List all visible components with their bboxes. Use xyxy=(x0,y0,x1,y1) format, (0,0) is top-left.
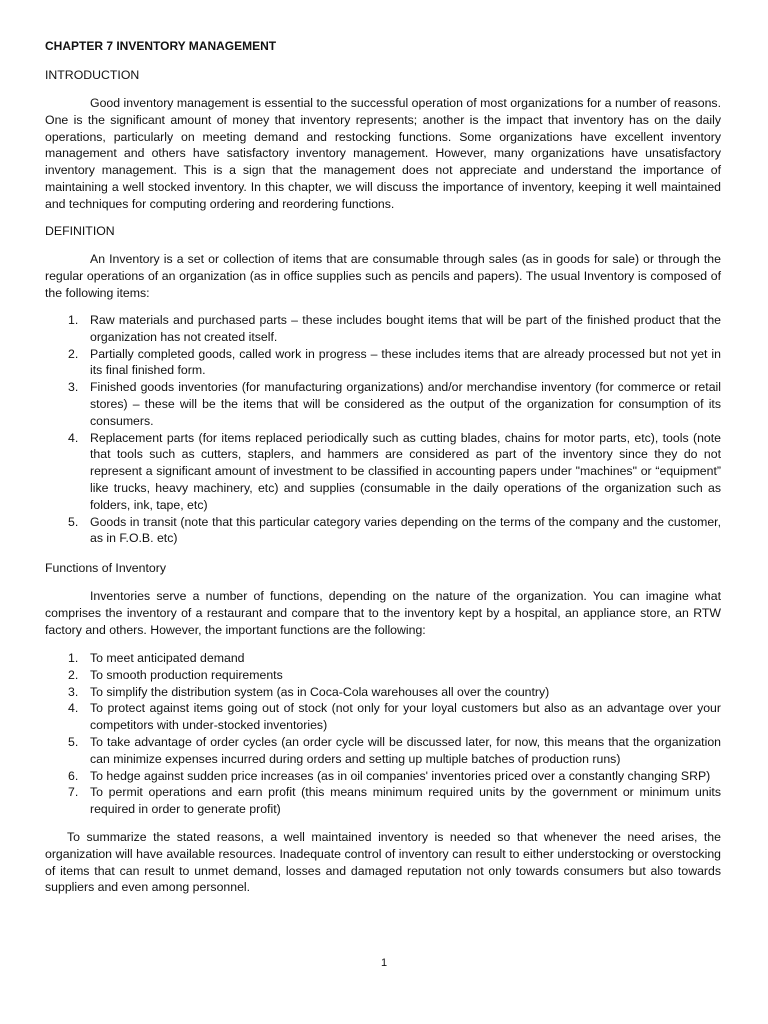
list-item-text: Finished goods inventories (for manufacturing organizations) and/or merchandise inventory (for commerce or retail stores) – these will be the items that will be considered as the output of the organization for consumption of its consumers. xyxy=(90,380,721,428)
list-item-text: Partially completed goods, called work in progress – these includes items that are already processed but not yet in its final finished form. xyxy=(90,346,721,378)
list-item xyxy=(45,650,721,667)
list-item-text: Goods in transit (note that this particular category varies depending on the terms of the company and the customer, as in F.O.B. etc) xyxy=(90,514,721,546)
list-item xyxy=(45,768,721,785)
list-number: 2. xyxy=(68,667,79,682)
summary-paragraph: To summarize the stated reasons, a well maintained inventory is needed so that whenever the need arises, the organization will have available resources. Inadequate control of inventory can result to either understocking or overstocking of items that can result to unmet demand, losses and damaged reputation not only towards consumers but also towards suppliers and even among personnel. xyxy=(45,830,721,895)
list-item-text: To meet anticipated demand xyxy=(90,651,245,665)
list-number: 6. xyxy=(68,768,79,783)
list-item xyxy=(45,346,721,380)
list-item xyxy=(45,734,721,768)
introduction-heading: INTRODUCTION xyxy=(45,68,140,82)
list-number: 4. xyxy=(68,430,79,445)
page-number: 1 xyxy=(380,957,388,969)
list-number: 3. xyxy=(68,380,79,395)
list-number: 1. xyxy=(68,651,79,665)
list-item-text: To take advantage of order cycles (an order cycle will be discussed later, for now, this means that the organization can minimize expenses incurred during orders and setting up multiple batches of production runs) xyxy=(90,734,721,766)
list-item xyxy=(45,700,721,734)
definition-paragraph: An Inventory is a set or collection of items that are consumable through sales (as in goods for sale) or through the regular operations of an organization (as in office supplies such as pencils and papers). The usual Inventory is composed of the following items: xyxy=(45,252,721,300)
definition-heading: DEFINITION xyxy=(45,224,115,238)
list-item xyxy=(45,514,721,548)
chapter-title: CHAPTER 7 INVENTORY MANAGEMENT xyxy=(45,39,277,53)
list-item xyxy=(45,430,721,514)
list-item-text: To protect against items going out of stock (not only for your loyal customers but also as an advantage over your competitors with under-stocked inventories) xyxy=(90,701,721,733)
list-item xyxy=(45,684,721,701)
list-number: 7. xyxy=(68,785,79,800)
list-item xyxy=(45,667,721,684)
introduction-paragraph: Good inventory management is essential to the successful operation of most organizations for a number of reasons. One is the significant amount of money that inventory represents; another is the impact that inventory has on the daily operations, particularly on meeting demand and restocking functions. Some organizations have excellent inventory management and others have satisfactory inventory management. However, many organizations have unsatisfactory inventory management. This is a sign that the management does not appreciate and understand the importance of maintaining a well stocked inventory. In this chapter, we will discuss the importance of inventory, keeping it well maintained and techniques for computing ordering and reordering functions. xyxy=(45,96,721,211)
list-number: 3. xyxy=(68,684,79,699)
list-item-text: To hedge against sudden price increases (as in oil companies' inventories priced over a constantly changing SRP) xyxy=(90,768,711,783)
list-number: 4. xyxy=(68,701,79,716)
functions-list xyxy=(45,650,721,818)
list-item xyxy=(45,312,721,346)
list-item xyxy=(45,379,721,429)
list-number: 5. xyxy=(68,514,79,529)
list-item xyxy=(45,784,721,818)
list-number: 1. xyxy=(68,313,79,327)
list-item-text: Replacement parts (for items replaced periodically such as cutting blades, chains for motor parts, etc), tools (note that tools such as cutters, staplers, and hammers are considered as part of the inventory since they do not represent a significant amount of investment to be classified in accounting papers under "machines" or “equipment” like trucks, heavy machinery, etc) and supplies (consumable in the daily operations of the organization such as folders, ink, tape, etc) xyxy=(90,430,721,512)
list-number: 5. xyxy=(68,734,79,749)
inventory-items-list xyxy=(45,312,721,547)
list-number: 2. xyxy=(68,346,79,361)
list-item-text: To permit operations and earn profit (this means minimum required units by the government or minimum units required in order to generate profit) xyxy=(90,785,721,817)
list-item-text: To simplify the distribution system (as in Coca-Cola warehouses all over the country) xyxy=(90,684,550,699)
functions-heading: Functions of Inventory xyxy=(45,561,166,575)
list-item-text: To smooth production requirements xyxy=(90,667,283,682)
functions-paragraph: Inventories serve a number of functions, depending on the nature of the organization. You can imagine what comprises the inventory of a restaurant and compare that to the inventory kept by a hospital, an appliance store, an RTW factory and others. However, the important functions are the following: xyxy=(45,589,721,637)
list-item-text: Raw materials and purchased parts – these includes bought items that will be part of the finished product that the organization has not created itself. xyxy=(90,313,721,344)
